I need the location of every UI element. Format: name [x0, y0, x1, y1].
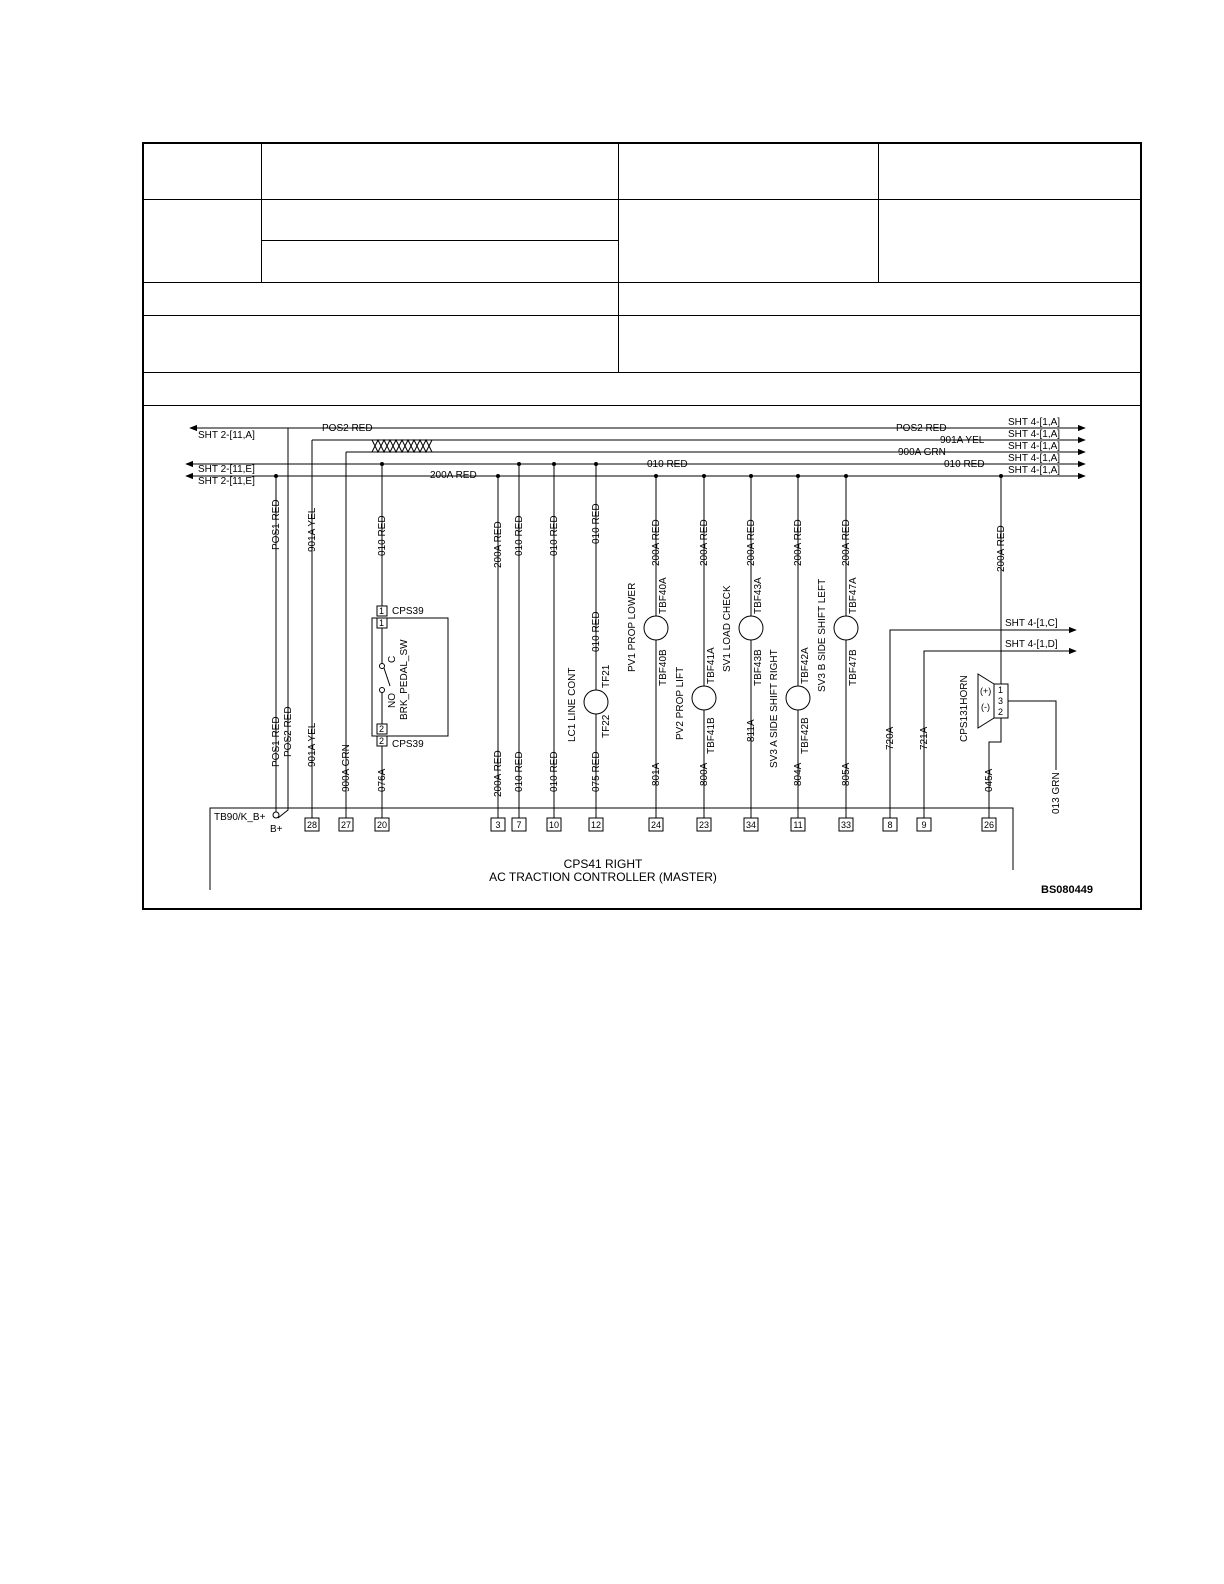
label-sht4-3: SHT 4-[1,A]: [1008, 441, 1061, 452]
label-switch-c: C: [387, 655, 398, 663]
pin-number: 23: [698, 820, 710, 830]
label-bplus: B+: [270, 824, 283, 835]
label-tbf43a: TBF43A: [753, 577, 764, 614]
junction-dot: [380, 462, 384, 466]
label-010-mid: 010 RED: [647, 459, 688, 470]
sv1-coil: [739, 616, 763, 640]
horn-minus: (-): [981, 702, 990, 712]
label-010-right: 010 RED: [944, 459, 985, 470]
junction-dot: [796, 474, 800, 478]
label-sht4-1: SHT 4-[1,A]: [1008, 417, 1061, 428]
label-pos2-right: POS2 RED: [896, 423, 947, 434]
label-pos1-bot: POS1 RED: [271, 716, 282, 767]
label-900-bot: 900A GRN: [341, 744, 352, 792]
label-010-c12-top: 010 RED: [591, 503, 602, 544]
label-200-c24: 200A RED: [651, 519, 662, 566]
label-sht2-a: SHT 2-[11,A]: [198, 430, 255, 441]
label-200-c3-bot: 200A RED: [493, 750, 504, 797]
label-tbf47a: TBF47A: [848, 577, 859, 614]
cps39-pin-1b: 1: [379, 618, 385, 628]
label-200-mid: 200A RED: [430, 470, 477, 481]
label-brk-pedal: BRK_PEDAL_SW: [399, 639, 410, 720]
wire-045: [989, 718, 1001, 818]
label-cps39-bottom: CPS39: [392, 739, 424, 750]
controller-desc: AC TRACTION CONTROLLER (MASTER): [489, 870, 717, 884]
label-tf22: TF22: [601, 714, 612, 738]
label-pos2-left: POS2 RED: [322, 423, 373, 434]
pin-number: 7: [516, 820, 522, 830]
label-sv1: SV1 LOAD CHECK: [722, 585, 733, 672]
pin-number: 27: [340, 820, 352, 830]
label-804: 804A: [793, 762, 804, 786]
label-sht2-e2: SHT 2-[11,E]: [198, 476, 255, 487]
controller-pins: [305, 818, 996, 831]
label-tbf40b: TBF40B: [658, 649, 669, 686]
junction-dot: [999, 474, 1003, 478]
junction-dot: [552, 462, 556, 466]
label-721: 721A: [919, 726, 930, 750]
junction-dot: [274, 474, 278, 478]
label-tbf43b: TBF43B: [753, 649, 764, 686]
junction-dot: [844, 474, 848, 478]
label-010-c10-bot: 010 RED: [549, 751, 560, 792]
label-sht4-4: SHT 4-[1,A]: [1008, 453, 1061, 464]
label-pos1-top: POS1 RED: [271, 499, 282, 550]
label-sht4-d: SHT 4-[1,D]: [1005, 639, 1058, 650]
label-tb90: TB90/K_B+: [214, 812, 266, 823]
horn-body: [978, 674, 994, 728]
cps39-box: [372, 618, 448, 736]
junction-dot: [749, 474, 753, 478]
label-horn: CPS131HORN: [959, 675, 970, 742]
label-200-c33: 200A RED: [841, 519, 852, 566]
wire-720: [890, 630, 1076, 818]
label-cps39-top: CPS39: [392, 606, 424, 617]
pin-number: 12: [590, 820, 602, 830]
label-tbf42b: TBF42B: [800, 717, 811, 754]
label-010-c7-top: 010 RED: [514, 515, 525, 556]
label-pv2: PV2 PROP LIFT: [675, 666, 686, 740]
label-010-c10-top: 010 RED: [549, 515, 560, 556]
junction-dot: [702, 474, 706, 478]
wire-013: [1008, 701, 1056, 770]
cps39-pin-2a: 2: [379, 724, 385, 734]
pin-number: 26: [983, 820, 995, 830]
junction-dot: [496, 474, 500, 478]
label-900-right: 900A GRN: [898, 447, 946, 458]
pin-number: 28: [306, 820, 318, 830]
pin-number: 34: [745, 820, 757, 830]
label-901-bot: 901A YEL: [307, 722, 318, 767]
lc1-coil: [584, 690, 608, 714]
pv2-coil: [692, 686, 716, 710]
label-800: 800A: [699, 762, 710, 786]
label-sht2-e1: SHT 2-[11,E]: [198, 464, 255, 475]
pin-number: 3: [495, 820, 501, 830]
cps39-pin-2b: 2: [379, 736, 385, 746]
label-sv3b: SV3 B SIDE SHIFT LEFT: [817, 578, 828, 692]
label-075: 075 RED: [591, 751, 602, 792]
switch-no-terminal: [380, 688, 385, 693]
sv3b-coil: [834, 616, 858, 640]
label-pos2-bot: POS2 RED: [283, 706, 294, 757]
junction-dot: [654, 474, 658, 478]
controller-name: CPS41 RIGHT: [563, 857, 643, 871]
label-sv3a: SV3 A SIDE SHIFT RIGHT: [769, 649, 780, 768]
label-901-top: 901A YEL: [307, 507, 318, 552]
pv1-coil: [644, 616, 668, 640]
pin-number: 8: [887, 820, 893, 830]
horn-plus: (+): [980, 686, 992, 696]
label-200-c3-top: 200A RED: [493, 521, 504, 568]
label-sht4-2: SHT 4-[1,A]: [1008, 429, 1061, 440]
label-tf21: TF21: [601, 664, 612, 688]
label-805: 805A: [841, 762, 852, 786]
pin-number: 24: [650, 820, 662, 830]
label-tbf40a: TBF40A: [658, 577, 669, 614]
label-010-c12-mid: 010 RED: [591, 611, 602, 652]
horn-pin-2: 2: [998, 707, 1004, 717]
label-720: 720A: [885, 726, 896, 750]
pin-number: 33: [840, 820, 852, 830]
horn-pin-3: 3: [998, 696, 1004, 706]
label-200-c34: 200A RED: [746, 519, 757, 566]
twisted-pair-2: [372, 440, 432, 452]
label-010-cps-top: 010 RED: [377, 515, 388, 556]
label-sht4-c: SHT 4-[1,C]: [1005, 618, 1058, 629]
label-200-c11: 200A RED: [793, 519, 804, 566]
pin-number: 11: [793, 820, 803, 830]
label-200-c26: 200A RED: [996, 525, 1007, 572]
label-801: 801A: [651, 762, 662, 786]
label-tbf41a: TBF41A: [706, 647, 717, 684]
label-lc1: LC1 LINE CONT: [567, 667, 578, 742]
label-013: 013 GRN: [1051, 772, 1062, 814]
pin-number: 20: [376, 820, 388, 830]
switch-blade: [384, 668, 390, 686]
bplus-terminal: [273, 812, 279, 818]
horn-pin-1: 1: [998, 685, 1004, 695]
drawing-id: BS080449: [1041, 884, 1093, 896]
label-pv1: PV1 PROP LOWER: [627, 582, 638, 672]
label-045: 045A: [984, 768, 995, 792]
pin-number: 10: [548, 820, 560, 830]
label-811: 811A: [746, 719, 757, 742]
label-200-c23: 200A RED: [699, 519, 710, 566]
label-tbf47b: TBF47B: [848, 649, 859, 686]
junction-dot: [517, 462, 521, 466]
label-sht4-5: SHT 4-[1,A]: [1008, 465, 1061, 476]
label-901-right: 901A YEL: [940, 435, 985, 446]
label-tbf41b: TBF41B: [706, 717, 717, 754]
junction-dot: [594, 462, 598, 466]
sv3a-coil: [786, 686, 810, 710]
label-076: 076A: [377, 768, 388, 792]
label-tbf42a: TBF42A: [800, 647, 811, 684]
pin-number: 9: [921, 820, 927, 830]
label-switch-no: NO: [387, 693, 398, 708]
cps39-pin-1a: 1: [379, 606, 385, 616]
switch-c-terminal: [380, 664, 385, 669]
label-010-c7-bot: 010 RED: [514, 751, 525, 792]
